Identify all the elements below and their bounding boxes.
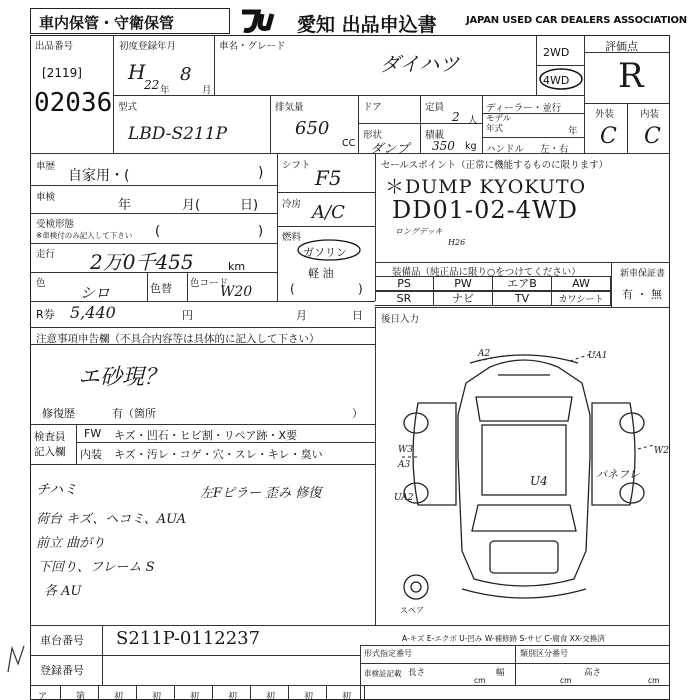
shift-value: F5 (315, 166, 342, 190)
aircon-value: A/C (312, 202, 345, 223)
footer-cell: 初 (266, 692, 276, 700)
diagram-mark-ua2: UA2 (394, 493, 414, 503)
spec-height-unit: cm (648, 676, 660, 685)
inspector-label-1: 検査員 (34, 431, 66, 443)
handle-options: 左・右 (540, 144, 569, 155)
equipment-item: エアB (493, 276, 552, 291)
footer-cell: 初 (114, 692, 124, 700)
registration-era: H (128, 60, 146, 84)
shift-label: シフト (282, 160, 311, 171)
diagram-mark-a2: A2 (478, 349, 491, 359)
diagram-mark-a3: A3 (398, 460, 411, 470)
history-close: ) (258, 165, 264, 181)
remark-line-5: 各 AU (44, 584, 82, 599)
car-windshield (476, 397, 572, 421)
registration-year-unit: 年 (160, 85, 170, 96)
spec-width: 幅 (496, 668, 505, 678)
equipment-item: カワシート (552, 291, 611, 306)
inspector-interior: 内装 (80, 448, 102, 461)
recycle-day: 日 (352, 309, 363, 322)
fuel-diesel: 軽 油 (308, 267, 334, 280)
footer-cell: 初 (190, 692, 200, 700)
spec-length: 長さ (408, 668, 426, 678)
inspection-month: 月( (182, 198, 201, 213)
mileage-label: 走行 (36, 249, 56, 260)
selling-points-line1: ＊DUMP KYOKUTO (385, 176, 587, 198)
registration-month-unit: 月 (202, 85, 212, 96)
spec-length-unit: cm (474, 676, 486, 685)
displacement-unit: CC (342, 138, 356, 149)
displacement-value: 650 (295, 118, 330, 139)
model-name-value: ダイハツ (380, 52, 460, 76)
fuel-gasoline: ガソリン (303, 246, 347, 259)
mileage-unit: km (228, 260, 246, 273)
repair-close: ） (352, 407, 363, 420)
car-roof (482, 425, 566, 495)
notes-text: エ砂現？ (78, 365, 167, 390)
storage-badge-text: 車内保管・守衛保管 (39, 14, 175, 32)
spec-width-unit: cm (560, 676, 572, 685)
history-value: 自家用・( (68, 168, 130, 184)
lot-label: 出品番号 (35, 41, 74, 52)
equipment-label: 装備品（純正品に限り○をつけてください） (392, 267, 581, 278)
dealer-year-unit: 年 (568, 126, 578, 137)
spec-type-cert: 形式指定番号 (364, 649, 412, 658)
selling-points-line3: ロングデッキ (395, 227, 443, 236)
car-left-side (413, 403, 456, 505)
fuel-label: 燃料 (282, 232, 302, 243)
recycle-unit: 円 (182, 309, 193, 322)
color-repaint-label: 色替 (150, 282, 172, 295)
recycle-month: 月 (296, 309, 307, 322)
received-note: ※車検付のみ記入して下さい (36, 231, 133, 240)
diagram-spare-label: スペア (400, 606, 424, 615)
chassis-value: S211P-0112237 (116, 628, 261, 649)
car-body-outline (458, 360, 590, 586)
mileage-value: 2万0千455 (90, 250, 194, 274)
received-label: 受検形態 (36, 219, 75, 230)
repair-label: 修復歴 (42, 407, 75, 420)
header-title-en: JAPAN USED CAR DEALERS ASSOCIATION (466, 15, 687, 26)
header-title: 愛知 出品申込書 (297, 14, 437, 36)
inspection-year: 年 (118, 198, 132, 213)
notes-label: 注意事項申告欄（不具合内容等は具体的に記入して下さい） (36, 333, 320, 345)
color-code-value: W20 (220, 284, 253, 300)
type-label: 型式 (118, 102, 138, 113)
remark-line-2: 荷台 キズ、ヘコミ、AUA (36, 512, 187, 527)
interior-label: 内装 (640, 109, 660, 120)
warranty-label: 新車保証書 (620, 269, 666, 279)
inspector-fw: FW (84, 427, 102, 440)
warranty-options: 有 ・ 無 (622, 288, 662, 301)
load-value: 350 (432, 139, 455, 153)
after-input-label: 後日入力 (381, 314, 420, 325)
type-value: LBD-S211P (128, 124, 228, 144)
color-code-label: 色コード (190, 278, 229, 289)
registration-month: 8 (180, 64, 192, 85)
spec-height: 高さ (584, 668, 602, 678)
lot-number: 02036 (34, 88, 113, 118)
inspector-interior-items: キズ・汚レ・コゲ・穴・スレ・キレ・臭い (114, 448, 323, 461)
aircon-label: 冷房 (282, 199, 302, 210)
spec-dealer-col: 車検証記載 (364, 669, 402, 678)
shape-value: ダンプ (370, 142, 410, 157)
dealer-model-year-label: モデル 年式 (486, 114, 512, 134)
spare-tyre (404, 575, 428, 599)
history-label: 車歴 (36, 161, 56, 172)
color-value: シロ (80, 284, 111, 302)
fuel-paren-open: ( (290, 282, 295, 296)
registration-year: 22 (144, 78, 160, 92)
equipment-item: TV (493, 291, 552, 306)
diagram-mark-w2: W2 (654, 446, 669, 456)
selling-points-line2: DD01-02-4WD (392, 196, 578, 224)
diagram-mark-w3: W3 (398, 445, 413, 455)
registration-label: 初度登録年月 (119, 41, 177, 52)
selling-points-label: セールスポイント（正常に機能するものに限ります） (381, 160, 609, 171)
remark-line-3: 前立 曲がり (36, 536, 106, 551)
equipment-item: PW (434, 276, 493, 291)
equipment-item: ナビ (434, 291, 493, 306)
color-label: 色 (36, 278, 46, 289)
capacity-unit: 人 (468, 115, 478, 126)
received-paren-close: ) (258, 224, 264, 239)
dealer-import-label: ディーラー・並行 (486, 103, 562, 114)
inspector-fw-items: キズ・凹石・ヒビ割・リペア跡・X要 (114, 429, 298, 442)
remark-line-1b: 左Fピラー 歪み 修復 (200, 486, 322, 501)
car-trunk (490, 541, 558, 573)
inspector-label-2: 記入欄 (34, 446, 66, 458)
drive-4wd-circle (537, 67, 585, 91)
recycle-label: R券 (36, 308, 55, 321)
lot-sub-number: [2119] (42, 66, 82, 80)
drive-4wd: 4WD (543, 74, 570, 87)
inspection-day: 日) (240, 198, 259, 213)
received-paren-open: ( (155, 224, 161, 239)
fuel-paren-close: ) (358, 282, 363, 296)
equipment-item: AW (552, 276, 611, 291)
diagram-mark-ua1: UA1 (588, 351, 608, 361)
damage-legend: A-キズ E-エクボ U-凹み W-補修跡 S-サビ C-腐食 XX-交換済 (402, 634, 605, 643)
handle-label: ハンドル (486, 144, 525, 155)
load-label: 積載 (425, 130, 445, 141)
footer-cell: 第 (76, 692, 86, 700)
footer-cell: 初 (152, 692, 162, 700)
chassis-label: 車台番号 (40, 634, 84, 647)
diagram-mark-u4: U4 (530, 474, 548, 488)
inspection-label: 車検 (36, 192, 56, 203)
repair-value: 有（箇所 (112, 407, 156, 420)
fuel-gasoline-circle (296, 238, 362, 262)
interior-value: C (644, 124, 661, 149)
exterior-value: C (600, 124, 617, 149)
doors-label: ドア (363, 102, 382, 113)
capacity-label: 定員 (425, 102, 445, 113)
car-right-side (592, 403, 635, 505)
displacement-label: 排気量 (275, 102, 304, 113)
car-damage-diagram (378, 345, 670, 623)
equipment-item: PS (375, 276, 434, 291)
drive-2wd: 2WD (543, 46, 570, 59)
shape-label: 形状 (363, 130, 383, 141)
storage-badge (30, 8, 230, 34)
spec-category: 類別区分番号 (520, 649, 568, 658)
footer-cell: 初 (304, 692, 314, 700)
footer-cell: 初 (342, 692, 352, 700)
car-rear-window (472, 505, 576, 531)
remark-line-4: 下回り、フレーム S (38, 560, 155, 575)
equipment-item: SR (375, 291, 434, 306)
capacity-value: 2 (452, 110, 460, 124)
grade-value: R (618, 56, 644, 96)
load-unit: kg (465, 141, 477, 152)
selling-points-line4: H26 (448, 238, 466, 247)
recycle-value: 5,440 (70, 303, 116, 322)
remark-line-1: チハミ (36, 482, 78, 498)
corner-scribble (4, 644, 28, 674)
footer-cell: 初 (228, 692, 238, 700)
grade-label: 評価点 (605, 40, 638, 53)
ju-logo (238, 8, 292, 34)
model-name-label: 車名・グレード (219, 41, 286, 52)
footer-cell: ア (38, 692, 48, 700)
reg-number-label: 登録番号 (40, 664, 84, 677)
diagram-mark-panel: パネフレ (596, 468, 640, 481)
exterior-label: 外装 (595, 109, 615, 120)
